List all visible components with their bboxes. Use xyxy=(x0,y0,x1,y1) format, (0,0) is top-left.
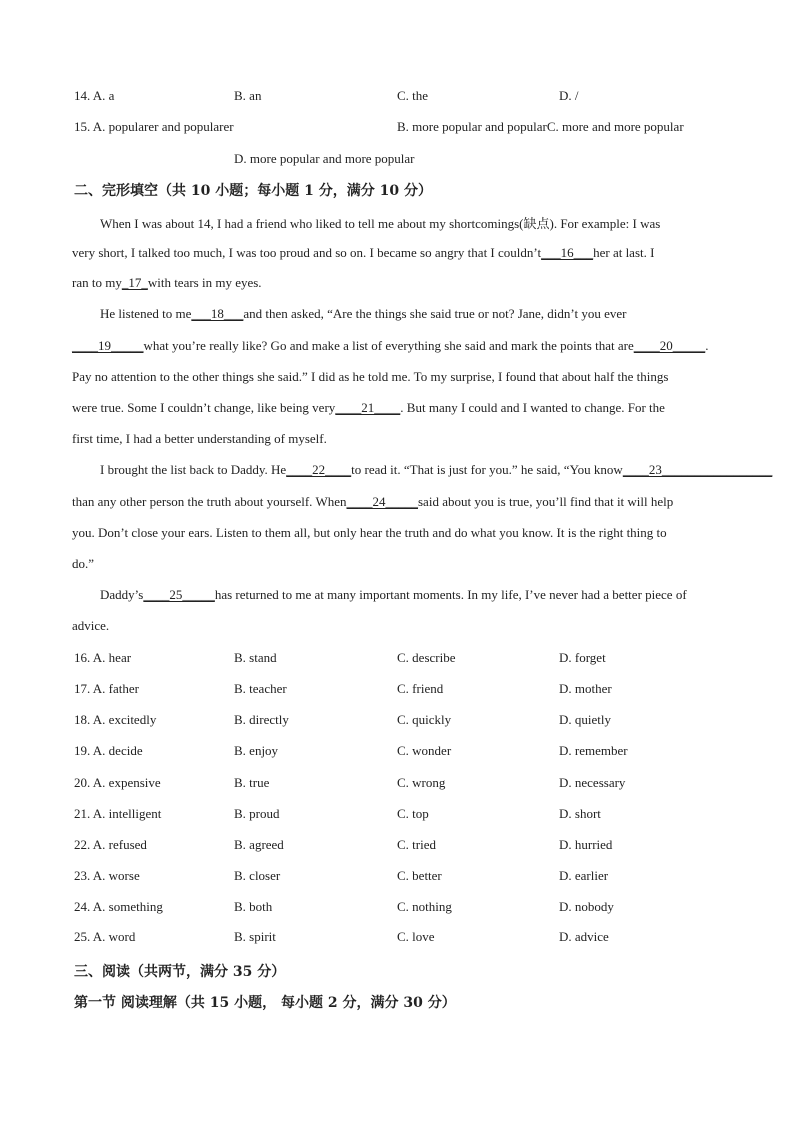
passage-text: first time, I had a better understanding of myself. xyxy=(72,431,327,446)
blank-22: ____22____ xyxy=(286,462,352,477)
passage-line-11 xyxy=(72,525,724,541)
passage-line-1 xyxy=(100,213,710,232)
q22-option-c: C. tried xyxy=(397,837,436,852)
q18-option-c: C. quickly xyxy=(397,712,452,727)
q22-option-a: 22. A. refused xyxy=(74,837,147,852)
q21-option-b: B. proud xyxy=(234,806,280,821)
passage-line-3 xyxy=(72,275,724,291)
question-17-options xyxy=(0,681,794,701)
passage-text: to read it. “That is just for you.” he said, “You know xyxy=(351,462,623,477)
passage-text: When I was about 14, I had a friend who liked to tell me about my shortcomings(缺点). For example: I was xyxy=(100,216,661,231)
q23-option-c: C. better xyxy=(397,868,442,883)
passage-text: has returned to me at many important moments. In my life, I’ve never had a better piece of xyxy=(214,587,687,602)
q16-option-a: 16. A. hear xyxy=(74,650,132,665)
q23-option-a: 23. A. worse xyxy=(74,868,140,883)
q14-option-b: B. an xyxy=(234,88,262,103)
blank-16: ___16___ xyxy=(541,245,594,260)
passage-text: and then asked, “Are the things she said true or not? Jane, didn’t you ever xyxy=(243,306,627,321)
question-14-options xyxy=(0,88,794,108)
q18-option-d: D. quietly xyxy=(559,712,611,727)
q25-option-a: 25. A. word xyxy=(74,929,136,944)
blank-23: ____23_________________ xyxy=(622,462,773,477)
passage-text: advice. xyxy=(72,618,110,633)
q16-option-c: C. describe xyxy=(397,650,456,665)
q25-option-c: C. love xyxy=(397,929,435,944)
q17-option-b: B. teacher xyxy=(234,681,287,696)
passage-line-5 xyxy=(72,338,724,354)
passage-line-12 xyxy=(72,556,724,572)
q25-option-d: D. advice xyxy=(559,929,609,944)
passage-text: Pay no attention to the other things she said.” I did as he told me. To my surprise, I found that about half the things xyxy=(72,369,669,384)
blank-20: ____20_____ xyxy=(633,338,706,353)
section-3-sub-heading: 第一节 阅读理解（共 15 小题， 每小题 2 分，满分 30 分） xyxy=(74,995,456,1011)
q23-option-d: D. earlier xyxy=(559,868,609,883)
question-24-options xyxy=(0,899,794,919)
blank-24: ____24_____ xyxy=(346,494,418,509)
q17-option-d: D. mother xyxy=(559,681,612,696)
passage-line-13 xyxy=(100,587,752,603)
question-19-options xyxy=(0,743,794,763)
q21-option-a: 21. A. intelligent xyxy=(74,806,162,821)
passage-line-4 xyxy=(100,306,752,322)
passage-text: Daddy’s xyxy=(100,587,144,602)
q19-option-a: 19. A. decide xyxy=(74,743,143,758)
passage-line-7 xyxy=(72,400,724,416)
q21-option-c: C. top xyxy=(397,806,429,821)
passage-text: were true. Some I couldn’t change, like being very xyxy=(72,400,336,415)
passage-text: . xyxy=(705,338,709,353)
q22-option-d: D. hurried xyxy=(559,837,613,852)
passage-text: He listened to me xyxy=(100,306,192,321)
q19-option-d: D. remember xyxy=(559,743,628,758)
q17-option-c: C. friend xyxy=(397,681,444,696)
section-3-heading: 三、阅读（共两节，满分 35 分） xyxy=(74,964,286,980)
passage-line-14 xyxy=(72,618,724,634)
passage-line-6 xyxy=(72,369,724,385)
q16-option-d: D. forget xyxy=(559,650,606,665)
q18-option-a: 18. A. excitedly xyxy=(74,712,157,727)
q24-option-a: 24. A. something xyxy=(74,899,163,914)
passage-text: with tears in my eyes. xyxy=(147,275,262,290)
q14-option-a: 14. A. a xyxy=(74,88,115,103)
question-25-options xyxy=(0,929,794,949)
q21-option-d: D. short xyxy=(559,806,601,821)
blank-21: ____21____ xyxy=(335,400,401,415)
passage-text: you. Don’t close your ears. Listen to them all, but only hear the truth and do what you know. It is the right thing to xyxy=(72,525,667,540)
passage-text: what you’re really like? Go and make a list of everything she said and mark the points that are xyxy=(143,338,634,353)
passage-text: said about you is true, you’ll find that it will help xyxy=(418,494,674,509)
blank-25: ____25_____ xyxy=(143,587,215,602)
passage-text: do.” xyxy=(72,556,95,571)
question-20-options xyxy=(0,775,794,795)
q22-option-b: B. agreed xyxy=(234,837,284,852)
q24-option-d: D. nobody xyxy=(559,899,614,914)
q15-option-d: D. more popular and more popular xyxy=(234,151,415,166)
q14-option-d: D. / xyxy=(559,88,579,103)
passage-line-10 xyxy=(72,494,724,510)
q20-option-a: 20. A. expensive xyxy=(74,775,161,790)
q17-option-a: 17. A. father xyxy=(74,681,139,696)
q25-option-b: B. spirit xyxy=(234,929,276,944)
question-18-options xyxy=(0,712,794,732)
section-2-heading: 二、完形填空（共 10 小题；每小题 1 分，满分 10 分） xyxy=(74,183,432,199)
passage-line-8 xyxy=(72,431,724,447)
passage-text: . But many I could and I wanted to change. For the xyxy=(400,400,665,415)
q19-option-b: B. enjoy xyxy=(234,743,279,758)
blank-19: ____19_____ xyxy=(72,338,144,353)
passage-line-2 xyxy=(72,245,724,261)
passage-line-9 xyxy=(100,462,794,478)
q20-option-c: C. wrong xyxy=(397,775,446,790)
question-15-options-line2 xyxy=(0,151,794,171)
blank-17: _17_ xyxy=(121,275,148,290)
q16-option-b: B. stand xyxy=(234,650,277,665)
q18-option-b: B. directly xyxy=(234,712,289,727)
q19-option-c: C. wonder xyxy=(397,743,452,758)
question-15-options xyxy=(0,119,794,139)
q15-option-a: 15. A. popularer and popularer xyxy=(74,119,234,134)
q24-option-b: B. both xyxy=(234,899,273,914)
passage-text: her at last. I xyxy=(593,245,655,260)
question-23-options xyxy=(0,868,794,888)
passage-text: ran to my xyxy=(72,275,122,290)
q24-option-c: C. nothing xyxy=(397,899,452,914)
question-21-options xyxy=(0,806,794,826)
blank-18: ___18___ xyxy=(191,306,244,321)
passage-text: than any other person the truth about yourself. When xyxy=(72,494,347,509)
passage-text: I brought the list back to Daddy. He xyxy=(100,462,287,477)
q20-option-d: D. necessary xyxy=(559,775,626,790)
q20-option-b: B. true xyxy=(234,775,270,790)
passage-text: very short, I talked too much, I was too proud and so on. I became so angry that I couldn’t xyxy=(72,245,542,260)
q14-option-c: C. the xyxy=(397,88,429,103)
question-22-options xyxy=(0,837,794,857)
q15-option-bc: B. more popular and popularC. more and more popular xyxy=(397,119,684,134)
question-16-options xyxy=(0,650,794,670)
q23-option-b: B. closer xyxy=(234,868,281,883)
